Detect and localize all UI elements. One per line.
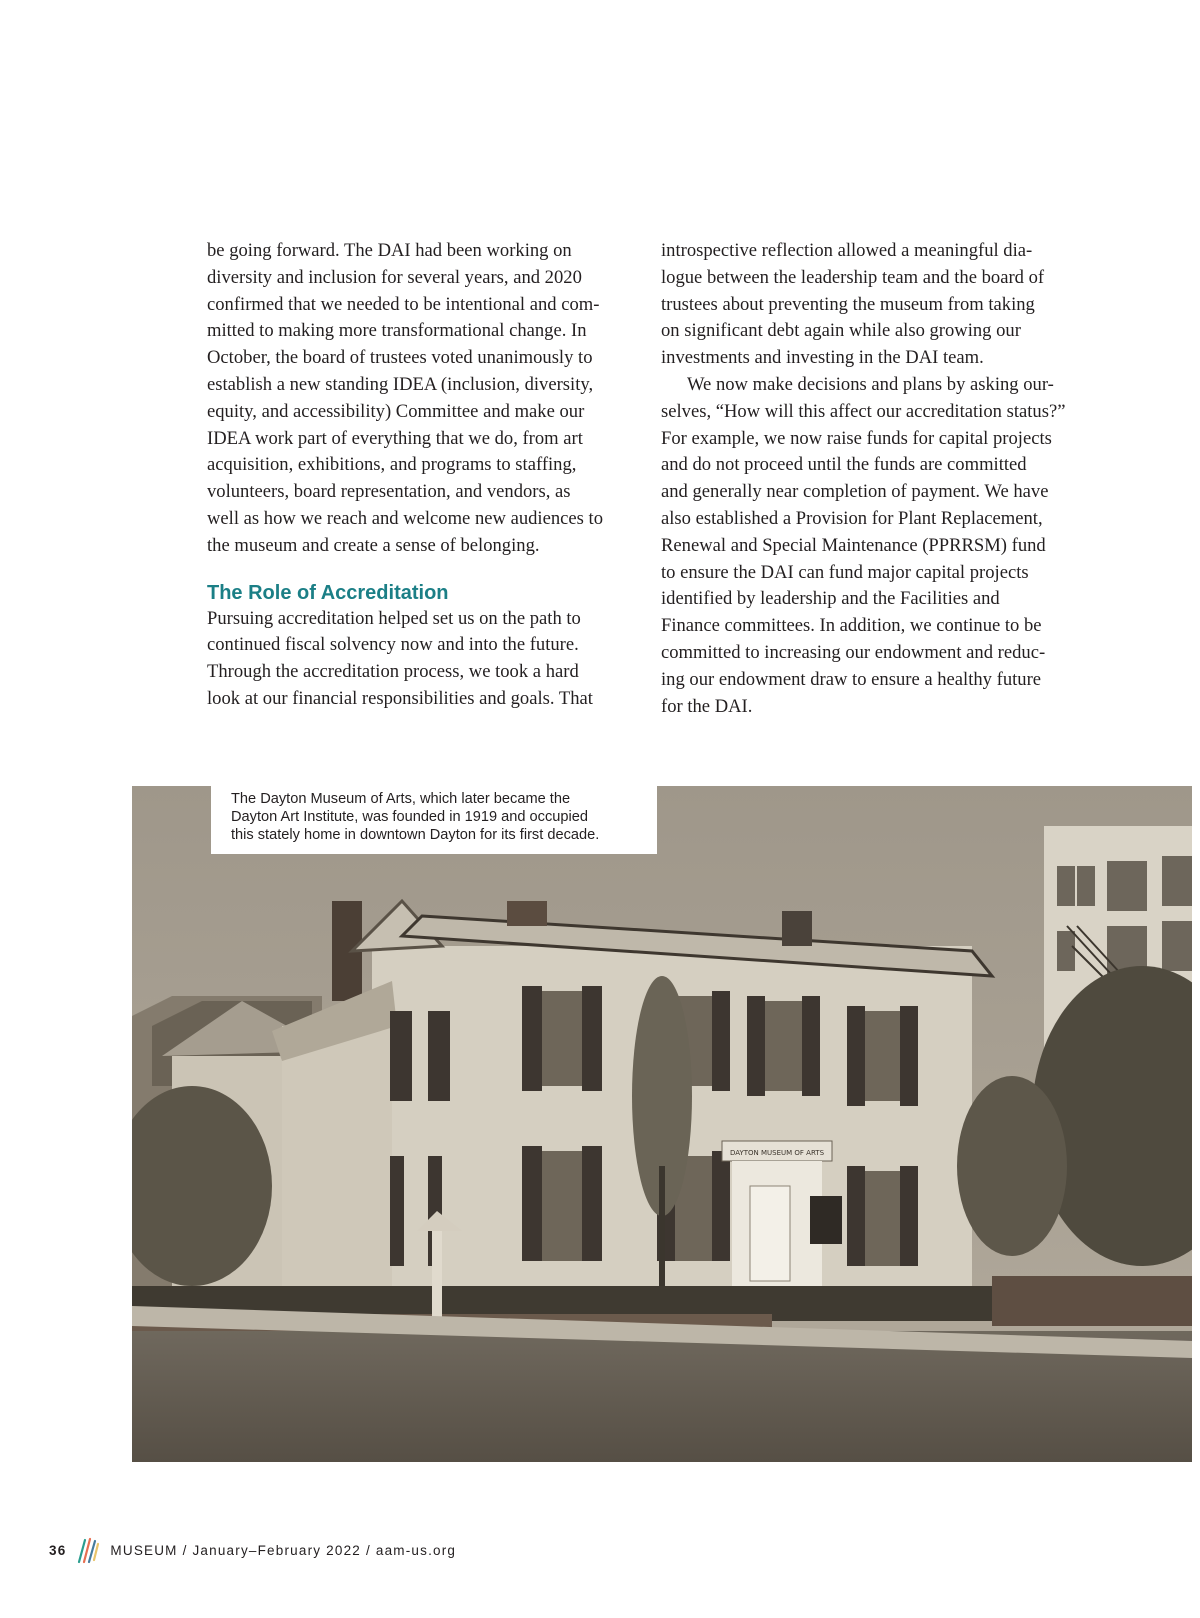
text-line: acquisition, exhibitions, and programs to staffing, [207, 454, 577, 476]
right-column [661, 238, 1091, 720]
page-footer [49, 1536, 456, 1564]
paragraph-decisions [661, 372, 1091, 720]
section-heading: The Role of Accreditation [207, 581, 449, 604]
footer-text: MUSEUM / January–February 2022 / aam-us.org [110, 1542, 457, 1558]
paragraph-reflection [661, 238, 1091, 372]
text-line: also established a Provision for Plant Replacement, [661, 507, 1043, 529]
museum-building-illustration [132, 786, 1192, 1462]
caption-line: Dayton Art Institute, was founded in 1919 and occupied [231, 809, 588, 825]
text-line: mitted to making more transformational change. In [207, 320, 587, 342]
text-line: equity, and accessibility) Committee and make our [207, 400, 585, 422]
text-line: be going forward. The DAI had been working on [207, 240, 572, 261]
text-line: For example, we now raise funds for capital projects [661, 427, 1052, 449]
historic-museum-photo [132, 786, 1192, 1462]
paragraph-diversity [207, 238, 632, 560]
entrance-sign: DAYTON MUSEUM OF ARTS [729, 1149, 825, 1157]
text-line: October, the board of trustees voted unanimously to [207, 347, 593, 369]
text-line: Pursuing accreditation helped set us on the path to [207, 607, 581, 629]
text-line: ing our endowment draw to ensure a healthy future [661, 668, 1042, 690]
text-line: IDEA work part of everything that we do, from art [207, 427, 583, 449]
left-column [207, 238, 632, 713]
caption-line: The Dayton Museum of Arts, which later became the [231, 791, 571, 807]
text-line: the museum and create a sense of belonging. [207, 534, 540, 556]
paragraph-accreditation [207, 606, 632, 713]
text-line: diversity and inclusion for several years, and 2020 [207, 266, 582, 288]
text-line: logue between the leadership team and the board of [661, 266, 1045, 288]
text-line: for the DAI. [661, 695, 753, 717]
page-number: 36 [49, 1542, 67, 1558]
text-line: committed to increasing our endowment and reduc- [661, 641, 1046, 663]
text-line: Renewal and Special Maintenance (PPRRSM) fund [661, 534, 1046, 556]
text-line: continued fiscal solvency now and into the future. [207, 634, 579, 656]
text-line: well as how we reach and welcome new audiences to [207, 507, 603, 529]
text-line: look at our financial responsibilities and goals. That [207, 687, 593, 709]
text-line: on significant debt again while also growing our [661, 320, 1021, 342]
text-line: trustees about preventing the museum from taking [661, 293, 1035, 315]
text-line: identified by leadership and the Facilities and [661, 588, 1000, 610]
text-line: Through the accreditation process, we took a hard [207, 661, 579, 683]
caption-line: this stately home in downtown Dayton for its first decade. [231, 827, 600, 843]
text-line: Finance committees. In addition, we continue to be [661, 615, 1042, 637]
text-line: establish a new standing IDEA (inclusion, diversity, [207, 373, 594, 395]
text-line: selves, “How will this affect our accreditation status?” [661, 400, 1066, 422]
photo-caption [211, 786, 657, 854]
text-line: confirmed that we needed to be intentional and com- [207, 293, 600, 315]
text-line: to ensure the DAI can fund major capital projects [661, 561, 1029, 583]
text-line: and do not proceed until the funds are committed [661, 454, 1027, 476]
text-line: introspective reflection allowed a meaningful dia- [661, 240, 1033, 261]
text-line: investments and investing in the DAI team. [661, 347, 984, 369]
text-line: We now make decisions and plans by asking our- [687, 373, 1054, 395]
text-line: and generally near completion of payment. We have [661, 481, 1049, 503]
text-line: volunteers, board representation, and vendors, as [207, 481, 571, 503]
aam-logo-icon [76, 1536, 100, 1564]
